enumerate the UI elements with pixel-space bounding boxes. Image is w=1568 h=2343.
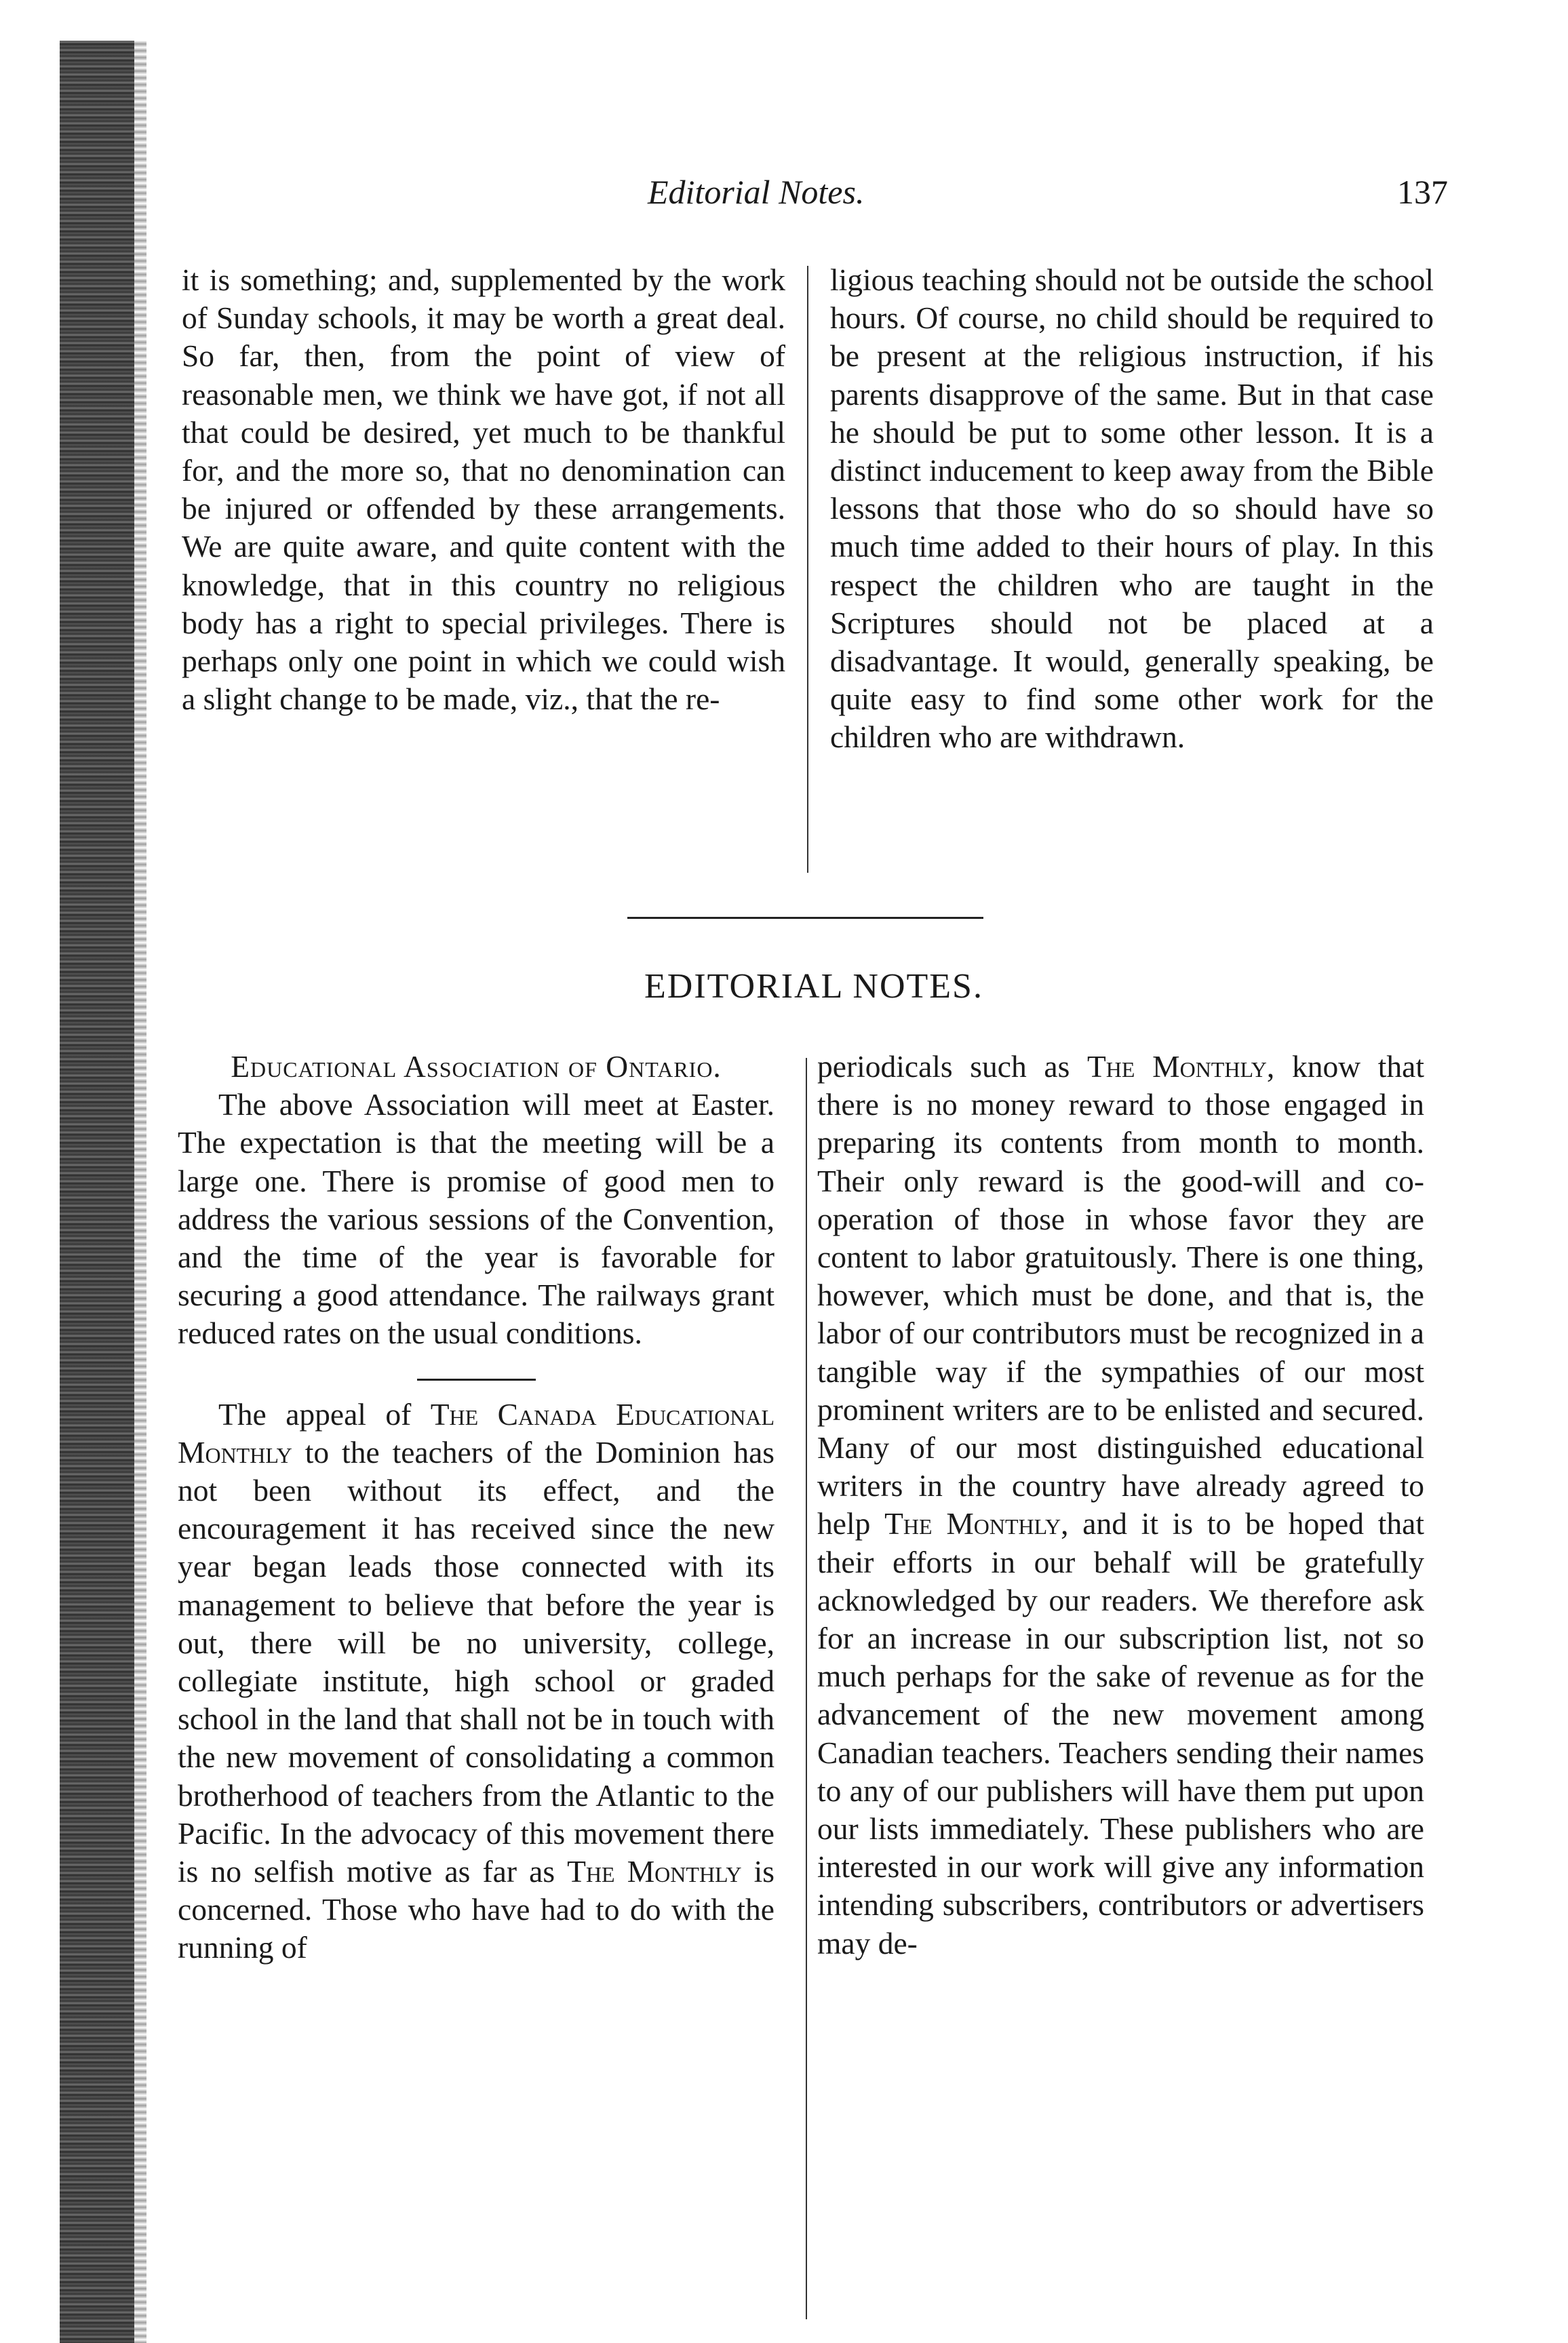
running-head — [180, 172, 1448, 220]
bottom-right-column — [817, 1048, 1424, 1963]
section-title: EDITORIAL NOTES. — [644, 967, 983, 1006]
book-binding-edge — [60, 41, 134, 2343]
column-divider-top — [807, 266, 808, 873]
column-divider-bottom — [806, 1058, 807, 2319]
association-subhead: Educational Association of Ontario. — [231, 1049, 722, 1084]
section-divider-rule — [627, 917, 983, 919]
association-paragraph: The above Association will meet at Easter. The expectation is that the meeting will be a large one. There is promise of good men to address the various sessions of the Convention, and the time of the year is favorable for securing a good attendance. The railways grant reduced rates on the usual conditions. — [178, 1087, 775, 1351]
appeal-text-end: is concerned. Those who have had to do with the running of — [178, 1854, 775, 1965]
appeal-text-start: The appeal of — [218, 1396, 431, 1432]
continued-text-2: , know that there is no money reward to those engaged in preparing its contents from month to month. Their only reward is the good-will and co-operation of those in whose favor they are content to labor gratuitously. There is one thing, however, which must be done, and that is, the labor of our contributors must be recognized in a tangible way if the sympathies of our most prominent writers are to be enlisted and secured. Many of our most distinguished educational writers in the country have already agreed to help — [817, 1049, 1424, 1541]
journal-short-name: The Monthly — [567, 1854, 742, 1889]
bottom-left-column — [178, 1048, 775, 1967]
appeal-text-middle: to the teachers of the Dominion has not been without its effect, and the encouragement it has received since the new year began leads those connected with its management to believe that before the year is out, there will be no university, college, collegiate institute, high school or graded school in the land that shall not be in touch with the new movement of consolidating a common brotherhood of teachers from the Atlantic to the Pacific. In the advocacy of this movement there is no selfish motive as far as — [178, 1434, 775, 1889]
bottom-right-paragraph — [817, 1048, 1424, 1963]
top-left-column — [182, 261, 785, 718]
journal-short-name-1: The Monthly — [1086, 1049, 1267, 1084]
top-right-paragraph: ligious teaching should not be outside the school hours. Of course, no child should be required to be present at the religious instruction, if his parents disapprove of the same. But in that case he should be put to some other lesson. It is a distinct inducement to keep away from the Bible lessons that those who do so should have so much time added to their hours of play. In this respect the children who are taught in the Scriptures should not be placed at a disadvantage. It would, generally speaking, be quite easy to find some other work for the children who are withdrawn. — [830, 262, 1434, 755]
page-number: 137 — [1397, 173, 1448, 211]
top-left-paragraph: it is something; and, supplemented by the work of Sunday schools, it may be worth a great deal. So far, then, from the point of view of reasonable men, we think we have got, if not all that could be desired, yet much to be thankful for, and the more so, that no denomination can be injured or offended by these arrangements. We are quite aware, and quite content with the knowledge, that in this country no religious body has a right to special privileges. There is perhaps only one point in which we could wish a slight change to be made, viz., that the re- — [182, 262, 785, 717]
journal-name: The Canada Educational Monthly — [178, 1396, 775, 1470]
journal-short-name-2: The Monthly — [884, 1506, 1061, 1541]
continued-text-3: , and it is to be hoped that their efforts in our behalf will be gratefully acknowledged by our readers. We therefore ask for an increase in our subscription list, not so much perhaps for the sake of revenue as for the advancement of the new movement among Canadian teachers. Teachers sending their names to any of our publishers will have them put upon our lists immediately. These publishers who are interested in our work will give any information intending subscribers, contributors or advertisers may de- — [817, 1506, 1424, 1961]
appeal-paragraph — [178, 1396, 775, 1967]
continued-text-1: periodicals such as — [817, 1049, 1087, 1084]
short-divider-rule — [417, 1379, 536, 1381]
running-title: Editorial Notes. — [648, 173, 865, 211]
top-right-column — [830, 261, 1434, 757]
